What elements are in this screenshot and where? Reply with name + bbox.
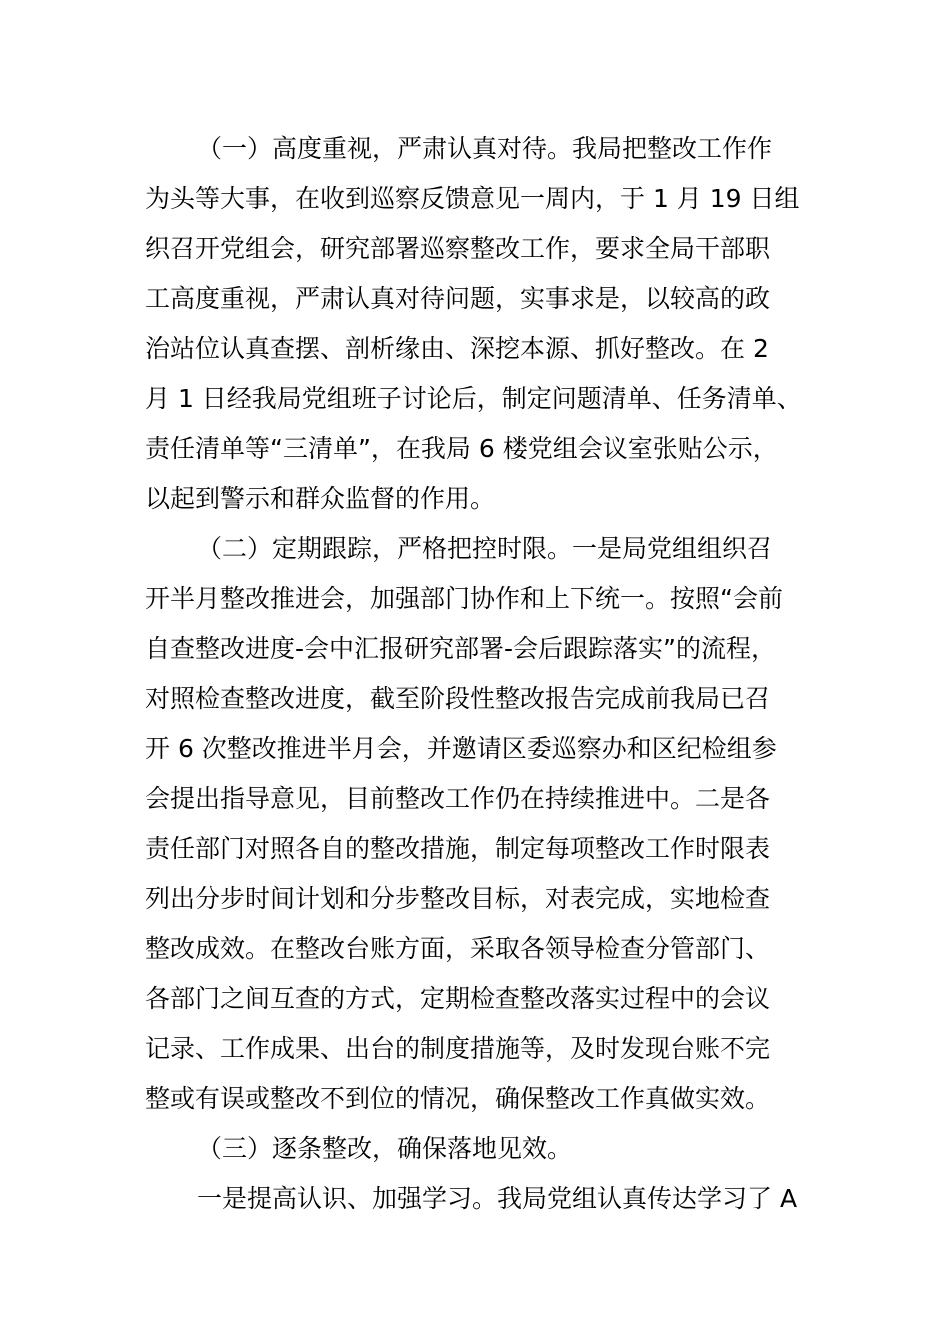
text-line: 责任部门对照各自的整改措施，制定每项整改工作时限表 <box>145 834 771 863</box>
text-line: （三）逐条整改，确保落地见效。 <box>197 1134 573 1163</box>
text-line: 各部门之间互查的方式，定期检查整改落实过程中的会议 <box>145 984 771 1013</box>
text-line: 列出分步时间计划和分步整改目标，对表完成，实地检查 <box>145 884 771 913</box>
text-line: 责任清单等“三清单”，在我局 6 楼党组会议室张贴公示， <box>145 434 778 463</box>
text-line: 对照检查整改进度，截至阶段性整改报告完成前我局已召 <box>145 684 771 713</box>
text-line: 治站位认真查摆、剖析缘由、深挖本源、抓好整改。在 2 <box>145 334 769 363</box>
text-line: 织召开党组会，研究部署巡察整改工作，要求全局干部职 <box>145 234 771 263</box>
text-line: 为头等大事，在收到巡察反馈意见一周内，于 1 月 19 日组 <box>145 184 800 213</box>
text-line: 开半月整改推进会，加强部门协作和上下统一。按照“会前 <box>145 584 783 613</box>
text-line: 开 6 次整改推进半月会，并邀请区委巡察办和区纪检组参 <box>145 734 777 763</box>
text-line: 月 1 日经我局党组班子讨论后，制定问题清单、任务清单、 <box>145 384 802 413</box>
text-line: 整改成效。在整改台账方面，采取各领导检查分管部门、 <box>145 934 771 963</box>
text-line: 工高度重视，严肃认真对待问题，实事求是，以较高的政 <box>145 284 771 313</box>
text-line: 以起到警示和群众监督的作用。 <box>145 484 496 513</box>
text-line: 自查整改进度-会中汇报研究部署-会后跟踪落实”的流程， <box>145 634 776 663</box>
text-line: 整或有误或整改不到位的情况，确保整改工作真做实效。 <box>145 1084 771 1113</box>
text-line: （一）高度重视，严肃认真对待。我局把整改工作作 <box>197 134 773 163</box>
document-body <box>145 124 815 1224</box>
text-line: 会提出指导意见，目前整改工作仍在持续推进中。二是各 <box>145 784 771 813</box>
text-line: 记录、工作成果、出台的制度措施等，及时发现台账不完 <box>145 1034 771 1063</box>
text-line: 一是提高认识、加强学习。我局党组认真传达学习了 A <box>197 1184 798 1213</box>
text-line: （二）定期跟踪，严格把控时限。一是局党组组织召 <box>197 534 773 563</box>
